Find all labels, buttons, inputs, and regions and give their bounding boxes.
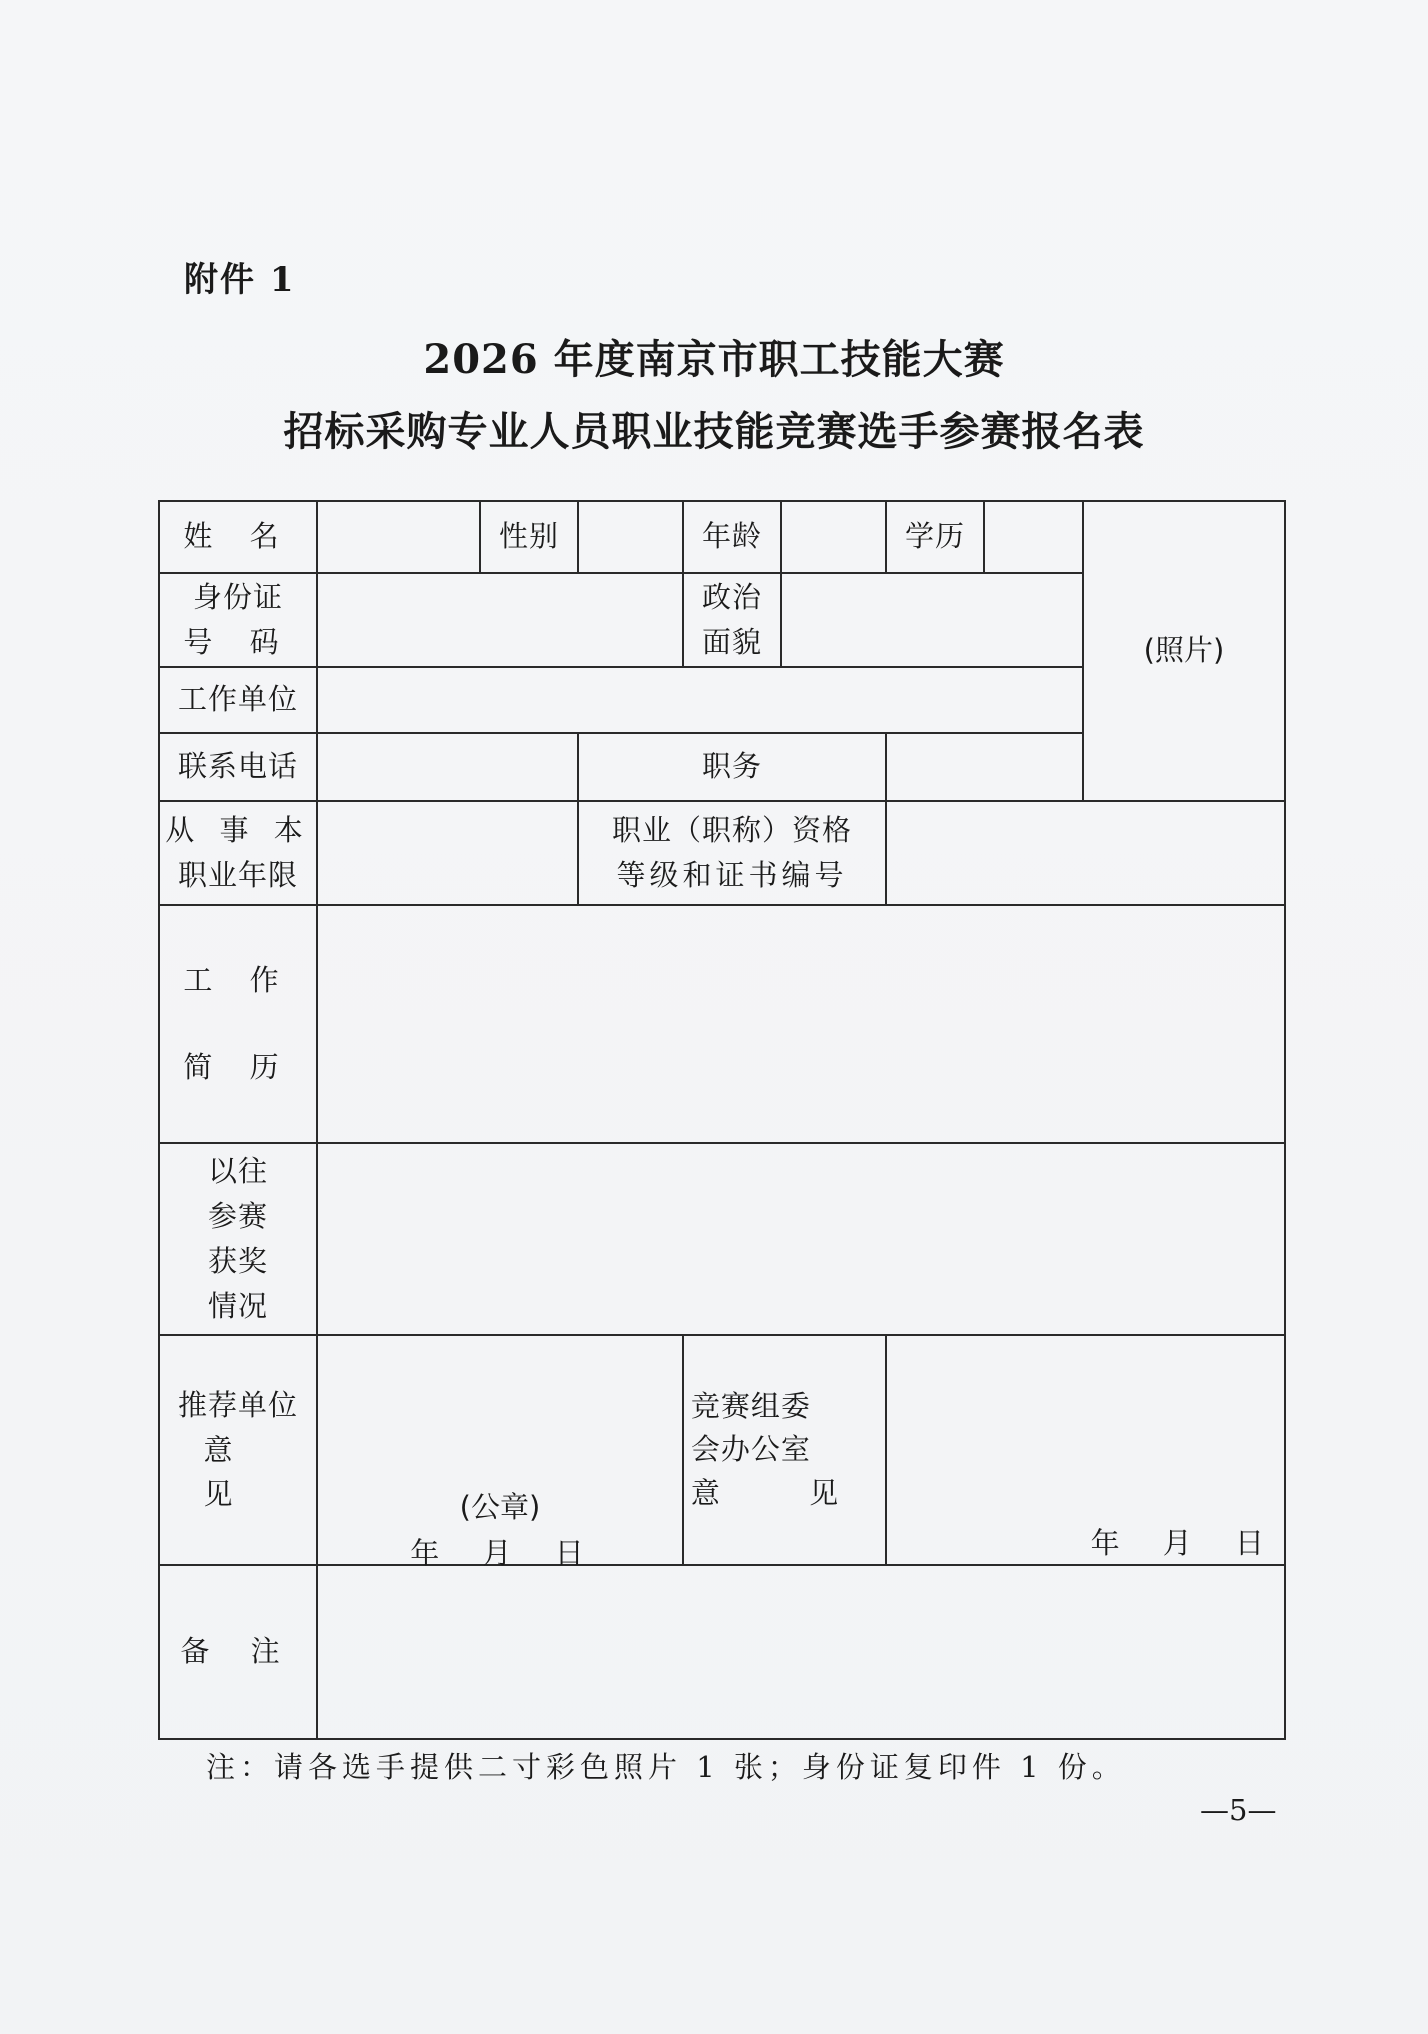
certificate-input-cell[interactable] (886, 801, 1285, 905)
remarks-label: 备 注 (159, 1565, 317, 1739)
employer-label: 工作单位 (159, 667, 317, 733)
form-title-line-1: 2026 年度南京市职工技能大赛 (423, 336, 1005, 383)
gender-label: 性别 (480, 501, 578, 573)
photo-placeholder: (照片) (1143, 633, 1225, 668)
id-number-label: 身份证 号 码 (159, 573, 317, 667)
certificate-label: 职业（职称）资格 等级和证书编号 (578, 801, 886, 905)
phone-input-cell[interactable] (317, 733, 578, 801)
remarks-input-cell[interactable] (317, 1565, 1285, 1739)
form-row-years-certificate (159, 801, 1285, 905)
name-input-cell[interactable] (317, 501, 480, 573)
form-row-opinions (159, 1335, 1285, 1565)
recommender-opinion-label: 推荐单位 意 见 (159, 1335, 317, 1565)
recommender-date-label: 年 月 日 (410, 1536, 590, 1570)
form-row-basic-info (159, 501, 1285, 573)
work-resume-input-cell[interactable] (317, 905, 1285, 1143)
id-number-input-cell[interactable] (317, 573, 683, 667)
page-number: —5— (1200, 1793, 1277, 1827)
employer-input-cell[interactable] (317, 667, 1083, 733)
political-status-label: 政治 面貌 (683, 573, 781, 667)
committee-date-label: 年 月 日 (1090, 1526, 1270, 1560)
committee-opinion-cell[interactable] (886, 1335, 1285, 1565)
committee-opinion-label: 竞赛组委 会办公室 意 见 (683, 1335, 886, 1565)
gender-input-cell[interactable] (578, 501, 683, 573)
phone-label: 联系电话 (159, 733, 317, 801)
photo-cell[interactable] (1083, 501, 1285, 801)
age-input-cell[interactable] (781, 501, 886, 573)
age-label: 年龄 (683, 501, 781, 573)
footnote: 注：请各选手提供二寸彩色照片 1 张；身份证复印件 1 份。 (206, 1750, 1126, 1784)
attachment-label: 附件 1 (184, 260, 296, 300)
official-seal-label: (公章) (459, 1490, 541, 1524)
position-label: 职务 (578, 733, 886, 801)
recommender-opinion-cell[interactable] (317, 1335, 683, 1570)
past-awards-label: 以往 参赛 获奖 情况 (159, 1143, 317, 1335)
position-input-cell[interactable] (886, 733, 1083, 801)
political-status-input-cell[interactable] (781, 573, 1083, 667)
years-in-profession-input-cell[interactable] (317, 801, 578, 905)
form-title-line-2: 招标采购专业人员职业技能竞赛选手参赛报名表 (283, 408, 1145, 455)
name-label: 姓 名 (159, 501, 317, 573)
education-input-cell[interactable] (984, 501, 1083, 573)
registration-form-table (158, 500, 1286, 1740)
work-resume-label: 工 作 简 历 (159, 905, 317, 1143)
past-awards-input-cell[interactable] (317, 1143, 1285, 1335)
years-in-profession-label: 从 事 本 职业年限 (159, 801, 317, 905)
education-label: 学历 (886, 501, 984, 573)
form-row-remarks (159, 1565, 1285, 1739)
form-row-past-awards (159, 1143, 1285, 1335)
form-row-work-resume (159, 905, 1285, 1143)
